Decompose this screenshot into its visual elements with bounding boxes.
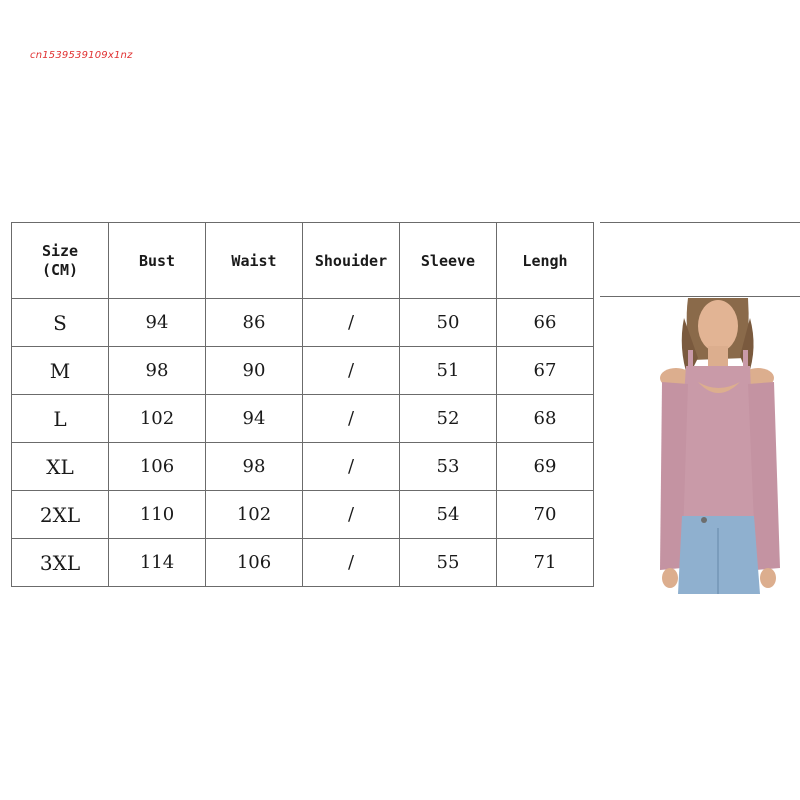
sleeve-cell: 54	[400, 491, 497, 539]
sleeve-cell: 50	[400, 299, 497, 347]
header-waist: Waist	[206, 223, 303, 299]
waist-cell: 94	[206, 395, 303, 443]
table-row	[12, 539, 594, 587]
table-row	[12, 491, 594, 539]
waist-cell: 98	[206, 443, 303, 491]
waist-cell: 106	[206, 539, 303, 587]
header-length: Lengh	[497, 223, 594, 299]
size-cell: 2XL	[12, 491, 109, 539]
header-size: Size (CM)	[12, 223, 109, 299]
shoulder-cell: /	[303, 347, 400, 395]
table-row	[12, 347, 594, 395]
bust-cell: 110	[109, 491, 206, 539]
size-cell: 3XL	[12, 539, 109, 587]
bust-cell: 102	[109, 395, 206, 443]
size-cell: L	[12, 395, 109, 443]
sleeve-cell: 52	[400, 395, 497, 443]
shoulder-cell: /	[303, 443, 400, 491]
shoulder-cell: /	[303, 299, 400, 347]
sleeve-cell: 55	[400, 539, 497, 587]
sleeve-cell: 51	[400, 347, 497, 395]
bust-cell: 114	[109, 539, 206, 587]
table-row	[12, 299, 594, 347]
length-cell: 71	[497, 539, 594, 587]
length-cell: 67	[497, 347, 594, 395]
table-row	[12, 395, 594, 443]
header-sleeve: Sleeve	[400, 223, 497, 299]
sleeve-cell: 53	[400, 443, 497, 491]
waist-cell: 90	[206, 347, 303, 395]
length-cell: 70	[497, 491, 594, 539]
header-bust: Bust	[109, 223, 206, 299]
shoulder-cell: /	[303, 539, 400, 587]
size-cell: XL	[12, 443, 109, 491]
header-shoulder: Shouider	[303, 223, 400, 299]
bust-cell: 94	[109, 299, 206, 347]
size-cell: S	[12, 299, 109, 347]
waist-cell: 102	[206, 491, 303, 539]
size-chart-table	[11, 222, 594, 587]
bust-cell: 106	[109, 443, 206, 491]
length-cell: 68	[497, 395, 594, 443]
shoulder-cell: /	[303, 491, 400, 539]
table-header-row	[12, 223, 594, 299]
bust-cell: 98	[109, 347, 206, 395]
size-cell: M	[12, 347, 109, 395]
model-wearing-pink-cold-shoulder-top	[648, 298, 782, 594]
length-cell: 69	[497, 443, 594, 491]
header-extension	[600, 222, 800, 297]
watermark-text: cn1539539109x1nz	[30, 50, 133, 61]
length-cell: 66	[497, 299, 594, 347]
shoulder-cell: /	[303, 395, 400, 443]
waist-cell: 86	[206, 299, 303, 347]
table-row	[12, 443, 594, 491]
